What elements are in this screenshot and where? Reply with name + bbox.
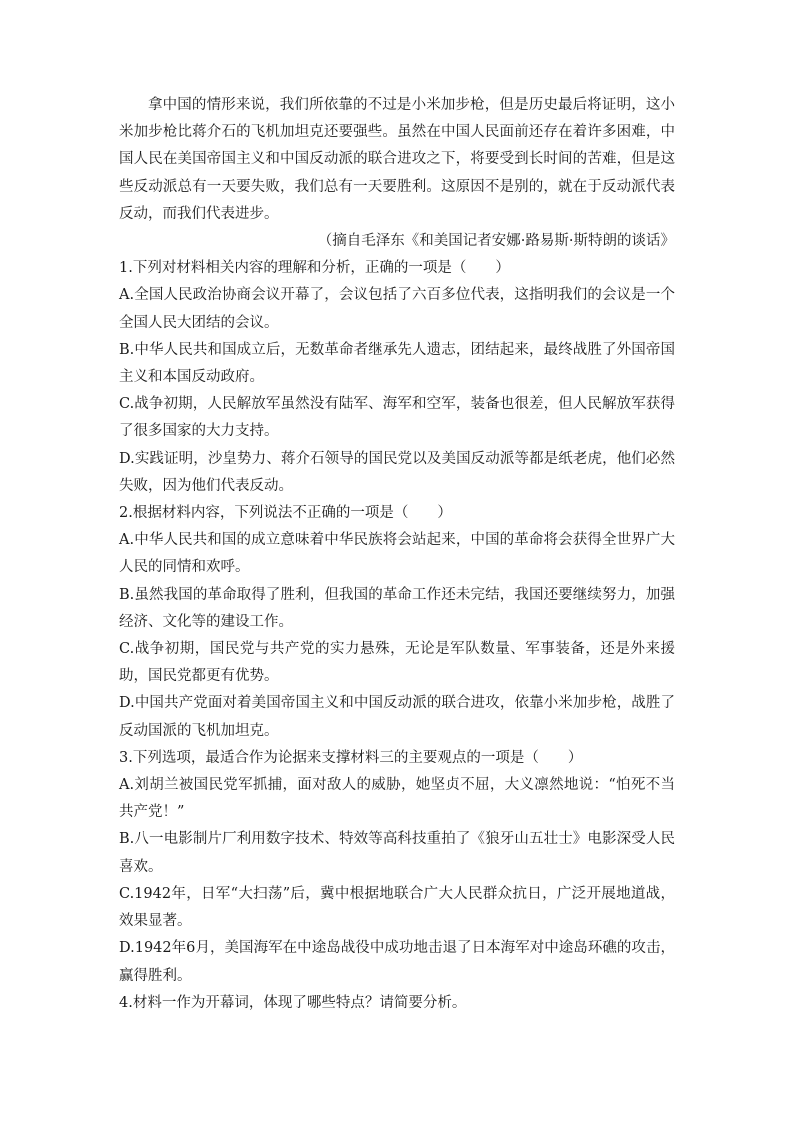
passage-text: 拿中国的情形来说，我们所依靠的不过是小米加步枪，但是历史最后将证明，这小米加步枪比蒋介石的飞机加坦克还要强些。虽然在中国人民面前还存在着许多困难，中国人民在美国帝国主义和中国反动派的联合进攻之下，将要受到长时间的苦难，但是这些反动派总有一天要失败，我们总有一天要胜利。这原因不是别的，就在于反动派代表反动，而我们代表进步。 (119, 97, 675, 222)
option-c: C.战争初期，人民解放军虽然没有陆军、海军和空军，装备也很差，但人民解放军获得了很多国家的大力支持。 (119, 396, 675, 440)
question-1 (119, 255, 675, 500)
option-b: B.虽然我国的革命取得了胜利，但我国的革命工作还未完结，我国还要继续努力，加强经济、文化等的建设工作。 (119, 586, 675, 630)
option-b: B.八一电影制片厂利用数字技术、特效等高科技重拍了《狼牙山五壮士》电影深受人民喜欢。 (119, 831, 675, 875)
option-d: D.中国共产党面对着美国帝国主义和中国反动派的联合进攻，依靠小米加步枪，战胜了反动国派的飞机加坦克。 (119, 695, 675, 739)
question-4 (119, 990, 675, 1017)
document-page (119, 92, 675, 1017)
question-stem: 1.下列对材料相关内容的理解和分析，正确的一项是（ ） (119, 260, 510, 277)
question-stem: 3.下列选项，最适合作为论据来支撑材料三的主要观点的一项是（ ） (119, 749, 583, 766)
question-2 (119, 500, 675, 745)
option-c: C.战争初期，国民党与共产党的实力悬殊，无论是军队数量、军事装备，还是外来援助，国民党都更有优势。 (119, 641, 675, 685)
option-a: A.全国人民政治协商会议开幕了，会议包括了六百多位代表，这指明我们的会议是一个全国人民大团结的会议。 (119, 287, 675, 331)
option-c: C.1942年，日军“大扫荡”后，冀中根据地联合广大人民群众抗日，广泛开展地道战，效果显著。 (119, 885, 675, 930)
question-stem: 2.根据材料内容，下列说法不正确的一项是（ ） (119, 505, 452, 522)
option-b: B.中华人民共和国成立后，无数革命者继承先人遗志，团结起来，最终战胜了外国帝国主义和本国反动政府。 (119, 341, 675, 386)
option-a: A.刘胡兰被国民党军抓捕，面对敌人的威胁，她坚贞不屈，大义凛然地说：“怕死不当共产党！” (119, 777, 675, 821)
option-d: D.实践证明，沙皇势力、蒋介石领导的国民党以及美国反动派等都是纸老虎，他们必然失败，因为他们代表反动。 (119, 450, 675, 494)
passage-source: （摘自毛泽东《和美国记者安娜·路易斯·斯特朗的谈话》 (317, 233, 675, 250)
option-d: D.1942年6月，美国海军在中途岛战役中成功地击退了日本海军对中途岛环礁的攻击，赢得胜利。 (119, 940, 675, 984)
question-stem: 4.材料一作为开幕词，体现了哪些特点？请简要分析。 (119, 994, 467, 1011)
question-3 (119, 745, 675, 990)
option-a: A.中华人民共和国的成立意味着中华民族将会站起来，中国的革命将会获得全世界广大人民的同情和欢呼。 (119, 532, 675, 576)
